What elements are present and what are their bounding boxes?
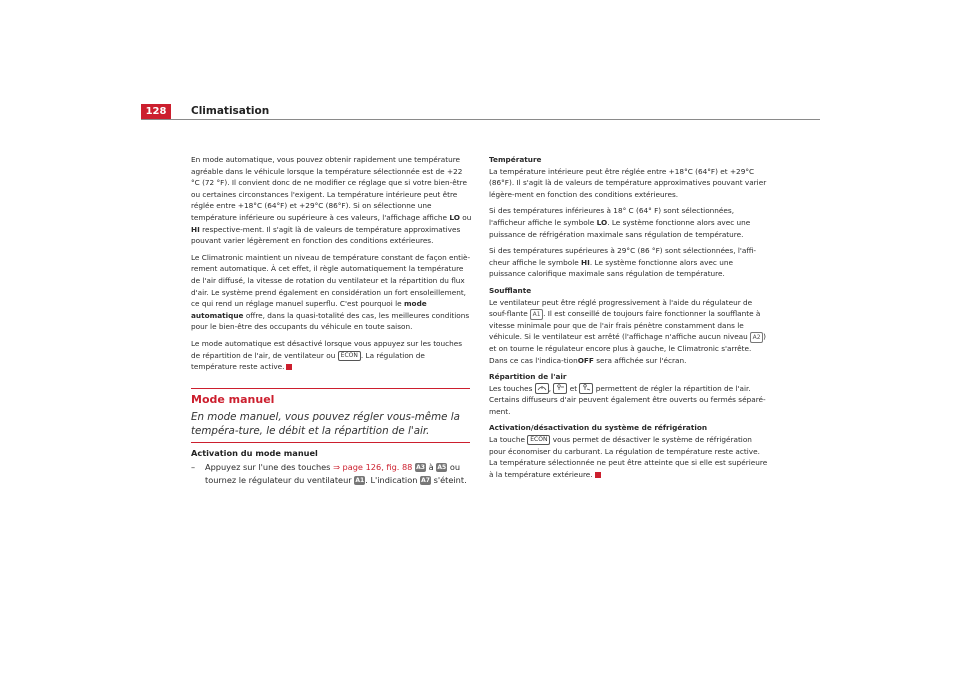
econ-key-icon: ECON [527, 435, 550, 445]
paragraph-auto-mode: En mode automatique, vous pouvez obtenir rapidement une température agréable dans le véhicule lorsque la température sélectionnée est de +22 °C (72 °F). Il convient donc de ne modifier ce réglage que si votre bien-être ou certaines circonstances l'exigent. La température intérieure peut être réglée entre +18°C (64°F) et +29°C (86°F). Si on sélectionne une température inférieure ou supérieure à ces valeurs, l'affichage affiche LO ou HI respective-ment. Il s'agit là de valeurs de température approximatives pouvant varier légèrement en fonction des conditions extérieures. [191, 155, 472, 246]
callout-a3-icon: A3 [416, 464, 425, 471]
callout-a2-icon: A2 [750, 332, 763, 343]
air-feet-icon [579, 383, 593, 394]
heading-fan: Soufflante [489, 285, 532, 295]
heading-cooling: Activation/désactivation du système de réfrigération [489, 423, 708, 433]
paragraph-temp-range: La température intérieure peut être réglée entre +18°C (64°F) et +29°C (86°F). Il s'agit là de valeurs de température approximatives pouvant varier légère-ment en fonction des conditions extérieures. [489, 166, 767, 199]
end-of-section-icon [595, 472, 601, 478]
paragraph-cooling: La touche ECON vous permet de désactiver le système de réfrigération pour économiser du carburant. La régulation de température reste active. La température sélectionnée ne peut être atteinte que si elle est supérieure à la température extérieure. [489, 435, 768, 479]
paragraph-temp-lo: Si des températures inférieures à 18° C (64° F) sont sélectionnées, l'afficheur affiche le symbole LO. Le système fonctionne alors avec une puissance de réfrigération maximale sans régulation de température. [489, 206, 751, 239]
section-rule-top [191, 388, 470, 389]
page-number: 128 [141, 104, 171, 119]
callout-a7-icon: A7 [421, 477, 430, 484]
action-step: – Appuyez sur l'une des touches ⇒ page 126, fig. 88 A3 à A5 ou tournez le régulateur du ventilateur A1. L'indication A7 s'éteint. [191, 462, 467, 485]
heading-air-distribution: Répartition de l'air [489, 372, 567, 382]
left-column [191, 154, 473, 378]
paragraph-temp-hi: Si des températures supérieures à 29°C (86 °F) sont sélectionnées, l'affi-cheur affiche le symbole HI. Le système fonctionne alors avec une puissance calorifique maximale sans régulation de température. [489, 246, 757, 279]
action-title: Activation du mode manuel [191, 448, 318, 458]
callout-a1-icon: A1 [530, 309, 543, 320]
section-lead: En mode manuel, vous pouvez régler vous-même la tempéra-ture, le débit et la répartition de l'air. [191, 411, 460, 437]
page-reference-link[interactable]: ⇒ page 126, fig. 88 [333, 462, 413, 472]
air-face-icon [553, 383, 567, 394]
paragraph-auto-off: Le mode automatique est désactivé lorsque vous appuyez sur les touches de répartition de l'air, de ventilateur ou ECON . La régulation de température reste active. [191, 338, 463, 372]
heading-temperature: Température [489, 155, 542, 164]
callout-a5-icon: A5 [437, 464, 447, 471]
step-dash: – [191, 462, 196, 472]
chapter-title: Climatisation [191, 105, 270, 117]
end-of-section-icon [286, 364, 292, 370]
callout-a1-icon: A1 [355, 477, 365, 484]
paragraph-climatronic: Le Climatronic maintient un niveau de température constant de façon entiè-rement automatique. À cet effet, il règle automatiquement la température de l'air diffusé, la vitesse de rotation du ventilateur et la répartition du flux d'air. Le système prend également en considération un fort ensoleillement, ce qui rend un réglage manuel superflu. C'est pourquoi le mode automatique offre, dans la quasi-totalité des cas, les meilleures conditions pour le bien-être des occupants du véhicule en toute saison. [191, 252, 471, 332]
header-rule [141, 119, 820, 120]
section-rule-bottom [191, 442, 470, 443]
paragraph-fan: Le ventilateur peut être réglé progressivement à l'aide du régulateur de souf-flante A1 . Il est conseillé de toujours faire fonctionner la soufflante à vitesse minimale pour que de l'air frais pénètre constamment dans le véhicule. Si le ventilateur est arrêté (l'affichage n'affiche aucun niveau A2 ) et on tourne le régulateur encore plus à gauche, le Climatronic s'arrête. Dans ce cas l'indica-tionOFF sera affichée sur l'écran. [489, 297, 766, 365]
right-column [489, 154, 770, 485]
air-windscreen-icon [535, 383, 549, 394]
section-title: Mode manuel [191, 393, 275, 406]
paragraph-air-distribution: Les touches , et permettent de régler la répartition de l'air. Certains diffuseurs d'air peuvent également être ouverts ou fermés séparé-ment. [489, 383, 766, 416]
econ-key-icon: ECON [338, 351, 361, 361]
